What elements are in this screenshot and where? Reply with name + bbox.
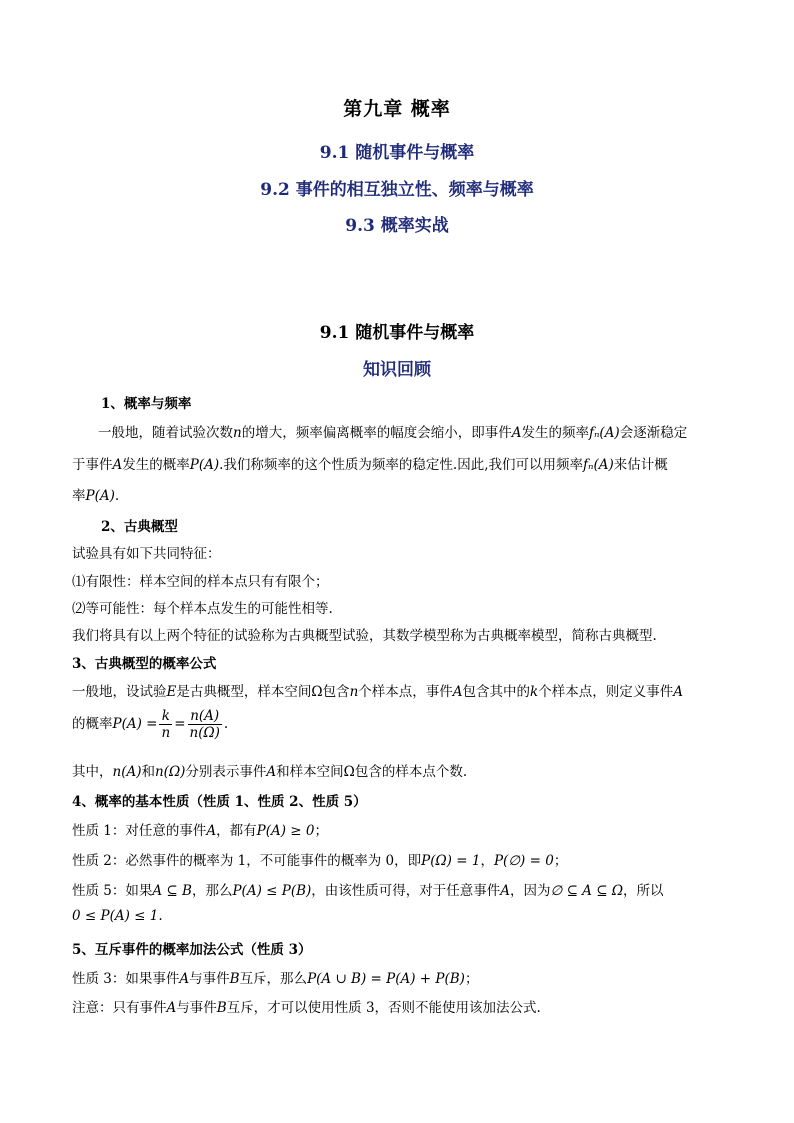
heading-addition-formula: 5、互斥事件的概率加法公式（性质 3） — [72, 942, 312, 958]
toc-item-9-3: 9.3 概率实战 — [345, 216, 449, 236]
property-2: 性质 2：必然事件的概率为 1，不可能事件的概率为 0，即P(Ω) = 1，P(∅) = 0； — [72, 853, 568, 869]
s1-line-3: 率P(A). — [72, 488, 120, 504]
chapter-title: 第九章 概率 — [343, 98, 451, 120]
s2-line-2: ⑴有限性：样本空间的样本点只有有限个； — [72, 574, 329, 590]
subsection-title: 知识回顾 — [363, 360, 431, 380]
toc-item-9-1: 9.1 随机事件与概率 — [319, 143, 475, 163]
heading-classical-model: 2、古典概型 — [101, 519, 178, 535]
heading-basic-properties: 4、概率的基本性质（性质 1、性质 2、性质 5） — [72, 794, 367, 810]
toc-item-9-2: 9.2 事件的相互独立性、频率与概率 — [260, 180, 534, 200]
property-1: 性质 1：对任意的事件A，都有P(A) ≥ 0； — [72, 823, 328, 839]
heading-probability-frequency: 1、概率与频率 — [101, 396, 192, 412]
s2-line-3: ⑵等可能性：每个样本点发生的可能性相等. — [72, 601, 333, 617]
s1-line-2: 于事件A发生的概率P(A).我们称频率的这个性质为频率的稳定性.因此,我们可以用频率fₙ(A)来估计概 — [72, 457, 668, 473]
s2-line-1: 试验具有如下共同特征： — [72, 546, 221, 562]
fraction-nA-over-nOmega: $\frac{n(A)}{n(\Omega)}$ — [189, 708, 220, 741]
s3-formula-line: 的概率P(A) = $\frac{k}{n}$ = $\frac{n(A)}{n(\Omega)}$ . — [72, 708, 229, 741]
s3-line-3: 其中，n(A)和n(Ω)分别表示事件A和样本空间Ω包含的样本点个数. — [72, 764, 468, 780]
section-title: 9.1 随机事件与概率 — [319, 323, 475, 343]
s1-line-1: 一般地，随着试验次数n的增大，频率偏离概率的幅度会缩小，即事件A发生的频率fₙ(A)会逐渐稳定 — [98, 425, 688, 441]
property-3: 性质 3：如果事件A与事件B互斥，那么P(A ∪ B) = P(A) + P(B)； — [72, 971, 479, 987]
note-line: 注意：只有事件A与事件B互斥，才可以使用性质 3，否则不能使用该加法公式. — [72, 1000, 541, 1016]
property-5-conclusion: 0 ≤ P(A) ≤ 1. — [72, 908, 163, 924]
fraction-k-over-n: $\frac{k}{n}$ — [161, 708, 171, 741]
property-5: 性质 5：如果A ⊆ B，那么P(A) ≤ P(B)，由该性质可得，对于任意事件A，因为∅ ⊆ A ⊆ Ω，所以 — [72, 883, 664, 899]
heading-classical-formula: 3、古典概型的概率公式 — [72, 656, 217, 672]
s2-line-4: 我们将具有以上两个特征的试验称为古典概型试验，其数学模型称为古典概率模型，简称古典概型. — [72, 628, 657, 644]
s3-line-1: 一般地，设试验E是古典概型，样本空间Ω包含n个样本点，事件A包含其中的k个样本点，则定义事件A — [72, 684, 683, 700]
